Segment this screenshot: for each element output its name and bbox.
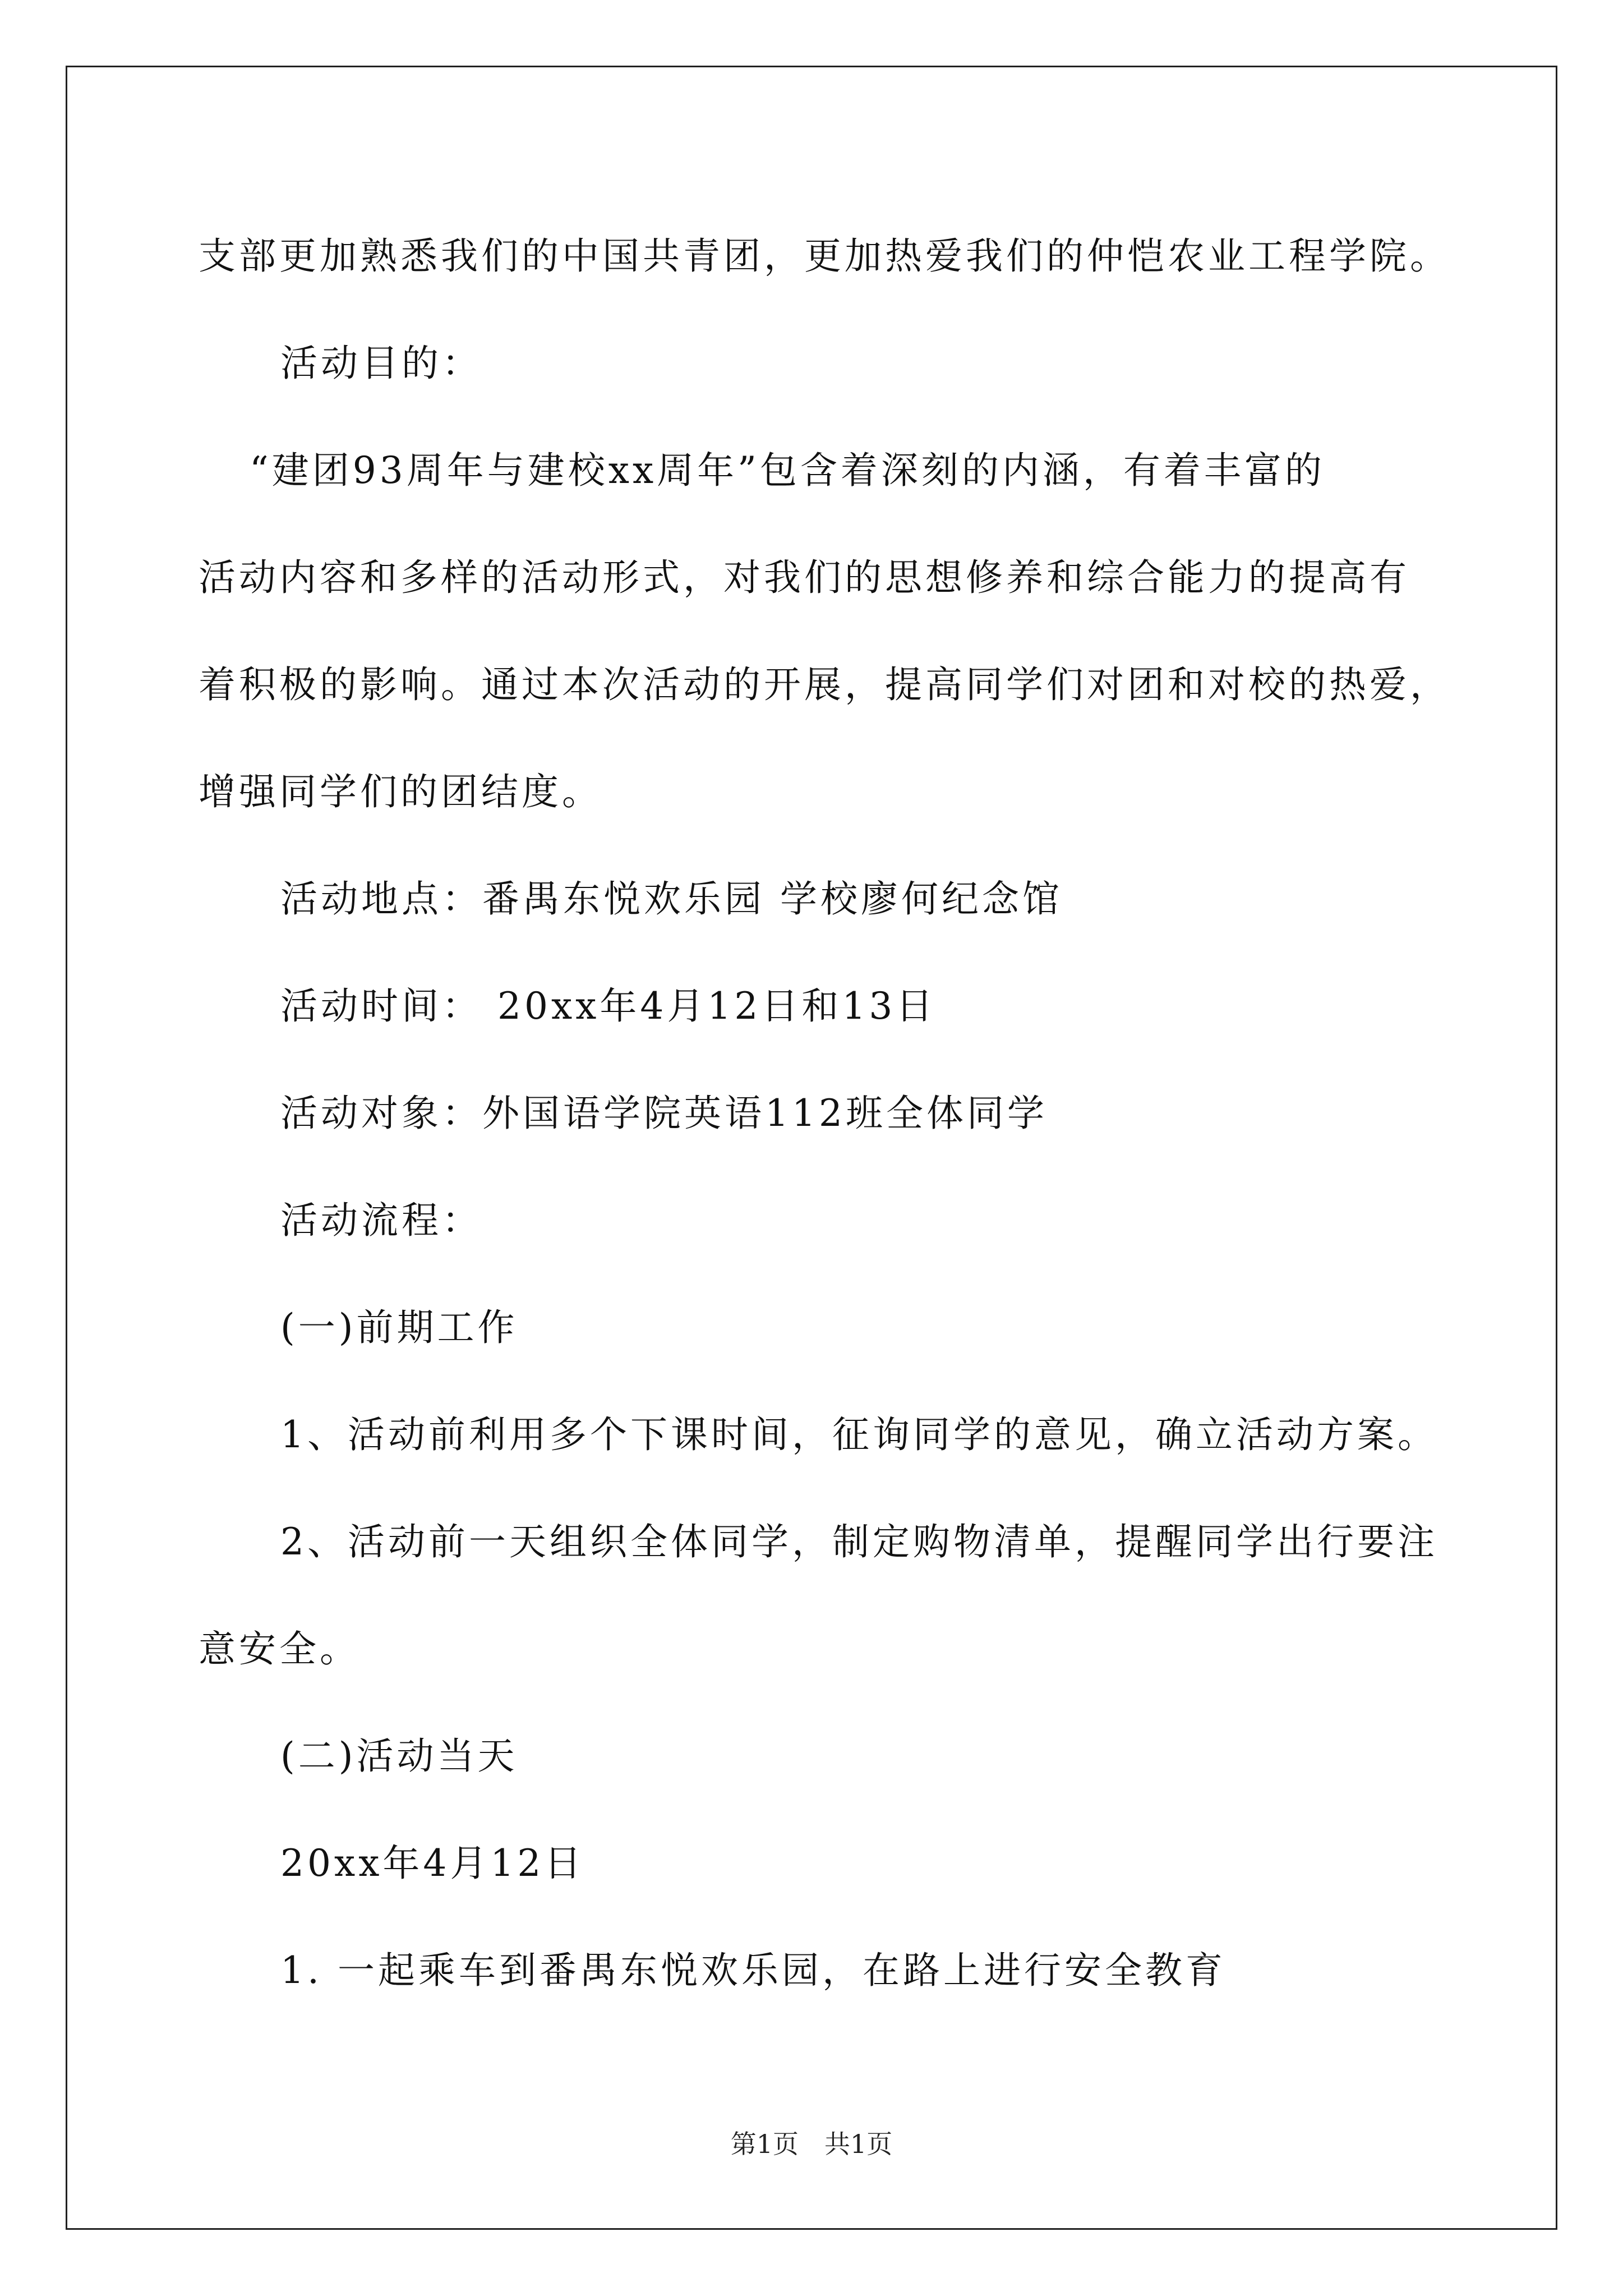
text-line-2: 活动目的：: [280, 342, 482, 385]
text-line-1: 支部更加熟悉我们的中国共青团，更加热爱我们的仲恺农业工程学院。: [199, 234, 1450, 278]
text-line-17: 1. 一起乘车到番禺东悦欢乐园，在路上进行安全教育: [280, 1949, 1226, 1992]
text-line-6: 增强同学们的团结度。: [199, 770, 602, 813]
text-line-15: (二)活动当天: [280, 1734, 518, 1778]
text-line-14: 意安全。: [199, 1627, 360, 1671]
text-line-10: 活动流程：: [280, 1199, 482, 1242]
text-line-4: 活动内容和多样的活动形式，对我们的思想修养和综合能力的提高有: [199, 556, 1410, 599]
text-line-5: 着积极的影响。通过本次活动的开展，提高同学们对团和对校的热爱，: [199, 663, 1450, 706]
page-footer: 第1页 共1页: [730, 2129, 893, 2159]
text-line-11: (一)前期工作: [280, 1306, 518, 1349]
text-line-3: “建团93周年与建校xx周年”包含着深刻的内涵，有着丰富的: [250, 449, 1325, 492]
page-border: [66, 66, 1557, 2230]
text-line-16: 20xx年4月12日: [280, 1842, 585, 1885]
text-line-9: 活动对象：外国语学院英语112班全体同学: [280, 1092, 1048, 1135]
text-line-12: 1、活动前利用多个下课时间，征询同学的意见，确立活动方案。: [280, 1413, 1438, 1456]
text-line-8: 活动时间： 20xx年4月12日和13日: [280, 984, 937, 1028]
text-line-7: 活动地点：番禺东悦欢乐园 学校廖何纪念馆: [280, 877, 1063, 921]
text-line-13: 2、活动前一天组织全体同学，制定购物清单，提醒同学出行要注: [280, 1520, 1438, 1563]
